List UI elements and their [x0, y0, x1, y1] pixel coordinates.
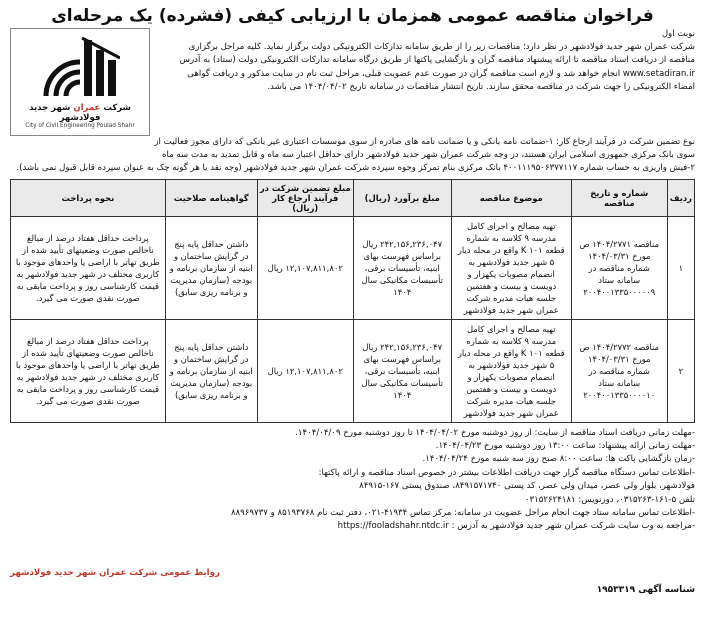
tender-guarantee: ۱۲,۱۰۷,۸۱۱,۸۰۲ ریال — [257, 319, 353, 422]
logo-company-name: شرکت عمران شهر جدید فولادشهر — [29, 103, 131, 123]
note-line: -زمان بازگشایی پاکت ها: ساعت ۸:۰۰ صبح روز سه شنبه مورخ ۱۴۰۴/۰۴/۲۴. — [422, 454, 695, 465]
row-number: ۲ — [667, 319, 694, 422]
header-row-number: ردیف — [667, 179, 694, 216]
note-line: -اطلاعات تماس سامانه ستاد جهت انجام مراحل عضویت در سامانه: مرکز تماس ۴۱۹۳۴-۰۲۱، دفتر ثبت نام ۸۵۱۹۳۷۶۸ و ۸۸۹۶۹۷۳۷ — [230, 508, 695, 519]
tender-subject: تهیه مصالح و اجرای کامل مدرسه ۹ کلاسه به شماره قطعه ۱۰۱ K واقع در محله دیار ۵ شهر جدید فولادشهر به انضمام مصوبات یکهزار و دویست و بیست و هفتمین جلسه هیات مدیره شرکت عمران شهر جدید فولادشهر — [451, 216, 571, 319]
tender-payment: پرداخت حداقل هفتاد درصد از مبالغ ناخالص صورت وضعیتهای تأیید شده از طریق تهاتر با اراضی یا واحدهای موجود با کاربری مختلف در شهر جدید فولادشهر به قیمت کارشناسی روز و پرداخت مابقی به صورت نقدی صورت می گیرد. — [11, 319, 166, 422]
guarantee-line: ۲-فیش واریزی به حساب شماره ۴۰۰۱۱۱۹۵۰۶۳۷۷۱۱۷ بانک مرکزی بنام تمرکز وجوه سپرده شرکت عمران شهر جدید فولادشهر (وجه نقد یا هر گونه چک به عنوان سپرده قابل قبول نمی باشد). — [16, 163, 695, 174]
tender-table — [10, 179, 695, 423]
page-title: فراخوان مناقصه عمومی همزمان با ارزیابی کیفی (فشرده) یک مرحله‌ای — [51, 6, 654, 26]
header-payment: نحوه پرداخت — [11, 179, 166, 216]
ad-number: شناسه آگهی ۱۹۵۳۳۱۹ — [596, 585, 695, 595]
note-line: تلفن ۵-۱۶۱-۰۳۱۵۲۶۳، دورنویس: ۰۳۱۵۲۶۲۴۱۸۱ — [524, 494, 695, 505]
tender-payment: پرداخت حداقل هفتاد درصد از مبالغ ناخالص صورت وضعیتهای تأیید شده از طریق تهاتر با اراضی یا واحدهای موجود با کاربری مختلف در شهر جدید فولادشهر به قیمت کارشناسی روز و پرداخت مابقی به صورت نقدی صورت می گیرد. — [11, 216, 166, 319]
guarantee-text — [10, 136, 695, 176]
tender-number: مناقصه ۱۴۰۴/۲۷۷۱ ص مورخ ۱۴۰۴/۰۳/۳۱ شماره مناقصه در سامانه ستاد ۲۰۰۴۰۰۱۳۳۵۰۰۰۰۰۹ — [571, 216, 667, 319]
tender-estimate: ۲۴۲,۱۵۶,۲۳۶,۰۴۷ ریال براساس فهرست بهای ابنیه، تأسیسات برقی، تأسیسات مکانیکی سال ۱۴۰۴ — [353, 319, 451, 422]
intro-text — [160, 28, 695, 94]
intro-line: www.setadiran.ir انجام خواهد شد و لازم است مناقصه گران در صورت عدم عضویت قبلی، مراحل ثبت نام در سایت مذکور و دریافت گواهی — [187, 68, 695, 79]
intro-line: امضاء الکترونیکی را جهت شرکت در مناقصه محقق سازند. تاریخ انتشار مناقصات در سامانه تاریخ ۱۴۰۴/۰۴/۰۲ می باشد. — [267, 81, 695, 92]
signature: روابط عمومی شرکت عمران شهر جدید فولادشهر — [10, 568, 220, 578]
header-section — [10, 28, 695, 129]
note-line: -مراجعه به وب سایت شرکت عمران شهر جدید فولادشهر به آدرس : https://fooladshahr.ntdc.ir — [337, 521, 695, 532]
table-row — [11, 319, 695, 422]
guarantee-line: نوع تضمین شرکت در فرآیند ارجاع کار: ۱-ضمانت نامه بانکی و یا ضمانت نامه های صادره از سوی موسسات اعتباری غیر بانکی که دارای مجوز فعالیت از — [154, 137, 695, 147]
logo-subtitle: City of Civil Engineering Poulad Shahr — [25, 123, 135, 129]
tender-number: مناقصه ۱۴۰۴/۲۷۷۲ ص مورخ ۱۴۰۴/۰۳/۳۱ شماره مناقصه در سامانه ستاد ۲۰۰۴۰۰۱۳۳۵۰۰۰۰۱۰ — [571, 319, 667, 422]
tender-subject: تهیه مصالح و اجرای کامل مدرسه ۹ کلاسه به شماره قطعه ۱۰۱ K واقع در محله دیار ۵ شهر جدید فولادشهر به انضمام مصوبات یکهزار و دویست و بیست و هفتمین جلسه هیات مدیره شرکت عمران شهر جدید فولادشهر — [451, 319, 571, 422]
header-guarantee: مبلغ تضمین شرکت در فرآیند ارجاع کار (ریال) — [257, 179, 353, 216]
row-number: ۱ — [667, 216, 694, 319]
civil-engineering-logo-icon — [40, 32, 120, 102]
tender-certificate: داشتن حداقل پایه پنج در گرایش ساختمان و ابنیه از سازمان برنامه و بودجه (سازمان مدیریت و برنامه ریزی سابق) — [165, 216, 257, 319]
header-estimate: مبلغ برآورد (ریال) — [353, 179, 451, 216]
tender-certificate: داشتن حداقل پایه پنج در گرایش ساختمان و ابنیه از سازمان برنامه و بودجه (سازمان مدیریت و برنامه ریزی سابق) — [165, 319, 257, 422]
note-line: -مهلت زمانی ارائه پیشنهاد: ساعت ۱۳:۰۰ روز دوشنبه مورخ ۱۴۰۴/۰۴/۲۳. — [435, 441, 695, 452]
header-subject: موضوع مناقصه — [451, 179, 571, 216]
table-header-row — [11, 179, 695, 216]
guarantee-line: سوی بانک مرکزی جمهوری اسلامی ایران هستند، در وجه شرکت عمران شهر جدید فولادشهر دارای حداقل اعتبار سه ماه و قابل تمدید به مدت سه ماه — [161, 150, 695, 161]
tender-guarantee: ۱۲,۱۰۷,۸۱۱,۸۰۲ ریال — [257, 216, 353, 319]
intro-line: نوبت اول — [661, 29, 695, 39]
note-line: -اطلاعات تماس دستگاه مناقصه گزار جهت دریافت اطلاعات بیشتر در خصوص اسناد مناقصه و ارائه پاکتها: — [318, 467, 695, 478]
note-line: -مهلت زمانی دریافت اسناد مناقصه از سایت: از روز دوشنبه مورخ ۱۴۰۴/۰۴/۰۲ تا روز دوشنبه مورخ ۱۴۰۴/۰۴/۰۹. — [295, 427, 695, 438]
header-certificate: گواهینامه صلاحیت — [165, 179, 257, 216]
note-line: فولادشهر، بلوار ولی عصر، میدان ولی عصر، کد پستی ۸۴۹۱۵۷۱۷۴۰، صندوق پستی ۱۶۷-۸۴۹۱۵ — [359, 481, 695, 492]
intro-line: مناقصه از دریافت اسناد مناقصه تا ارائه پیشنهاد مناقصه گران و بازگشایی پاکتها از طریق درگاه سامانه تدارکات الکترونیکی دولت (ستاد) به آدرس — [179, 55, 695, 66]
notes-section — [10, 427, 695, 534]
tender-estimate: ۲۴۲,۱۵۶,۲۳۶,۰۴۷ ریال براساس فهرست بهای ابنیه، تأسیسات برقی، تأسیسات مکانیکی سال ۱۴۰۴ — [353, 216, 451, 319]
table-row — [11, 216, 695, 319]
header-tender-number: شماره و تاریخ مناقصه — [571, 179, 667, 216]
intro-line: شرکت عمران شهر جدید فولادشهر در نظر دارد؛ مناقصات زیر را از طریق سامانه تدارکات الکترونیکی دولت برگزار نماید. کلیه مراحل برگزاری — [188, 42, 695, 53]
company-logo — [10, 28, 150, 136]
